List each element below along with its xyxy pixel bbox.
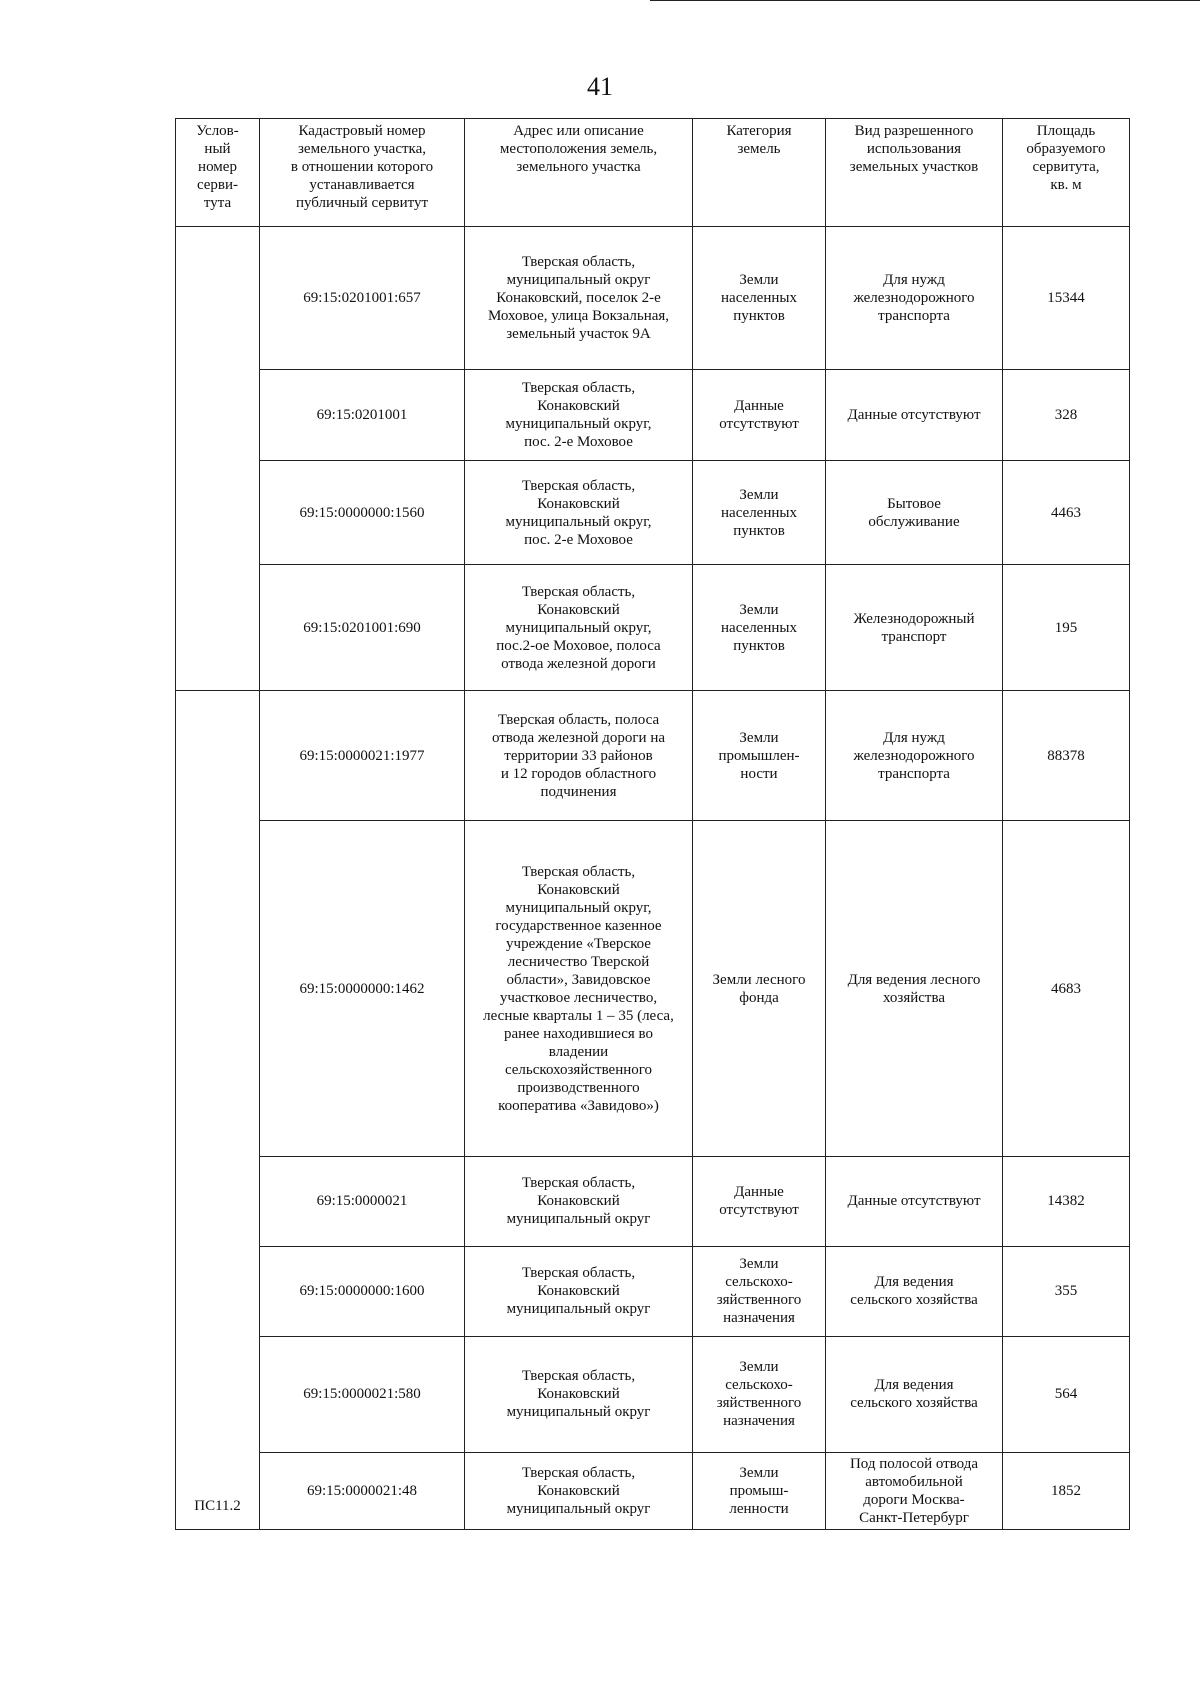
area-cell: 564: [1003, 1336, 1130, 1452]
condition-number-cell: [176, 227, 260, 691]
category-cell: Данные отсутствуют: [693, 1156, 826, 1246]
address-cell: Тверская область, Конаковский муниципальный округ, пос.2-ое Моховое, полоса отвода железной дороги: [465, 565, 693, 691]
table-row: [176, 1156, 1130, 1246]
use-cell: Данные отсутствуют: [826, 370, 1003, 461]
table-row: [176, 821, 1130, 1156]
header-text: Категория земель: [726, 123, 792, 157]
table-row: [176, 1336, 1130, 1452]
cadastral-cell: 69:15:0000000:1600: [260, 1246, 465, 1336]
use-cell: Бытовое обслуживание: [826, 461, 1003, 565]
table-row: [176, 691, 1130, 821]
table-row: [176, 565, 1130, 691]
header-text: Услов- ный номер серви- тута: [196, 123, 239, 211]
top-border-line: [650, 0, 1200, 1]
cadastral-cell: 69:15:0000021:48: [260, 1452, 465, 1529]
area-cell: 355: [1003, 1246, 1130, 1336]
header-address: [465, 119, 693, 227]
area-cell: 328: [1003, 370, 1130, 461]
category-cell: Земли населенных пунктов: [693, 227, 826, 370]
area-cell: 195: [1003, 565, 1130, 691]
category-cell: Данные отсутствуют: [693, 370, 826, 461]
address-cell: Тверская область, Конаковский муниципальный округ: [465, 1156, 693, 1246]
cadastral-cell: 69:15:0201001:657: [260, 227, 465, 370]
area-cell: 88378: [1003, 691, 1130, 821]
category-cell: Земли промышлен- ности: [693, 691, 826, 821]
use-cell: Для нужд железнодорожного транспорта: [826, 227, 1003, 370]
cadastral-cell: 69:15:0000021:580: [260, 1336, 465, 1452]
address-cell: Тверская область, Конаковский муниципальный округ: [465, 1452, 693, 1529]
address-cell: Тверская область, полоса отвода железной дороги на территории 33 районов и 12 городов областного подчинения: [465, 691, 693, 821]
header-text: Площадь образуемого сервитута, кв. м: [1026, 123, 1106, 193]
cadastral-cell: 69:15:0201001: [260, 370, 465, 461]
page-number: 41: [587, 72, 613, 101]
category-cell: Земли населенных пунктов: [693, 461, 826, 565]
category-cell: Земли лесного фонда: [693, 821, 826, 1156]
use-cell: Данные отсутствуют: [826, 1156, 1003, 1246]
condition-number-cell: [176, 691, 260, 1530]
table-row: [176, 1246, 1130, 1336]
area-cell: 14382: [1003, 1156, 1130, 1246]
table-row: [176, 227, 1130, 370]
area-cell: 15344: [1003, 227, 1130, 370]
area-cell: 4683: [1003, 821, 1130, 1156]
cadastral-cell: 69:15:0000000:1462: [260, 821, 465, 1156]
header-text: Вид разрешенного использования земельных участков: [849, 123, 979, 175]
category-cell: Земли промыш- ленности: [693, 1452, 826, 1529]
category-cell: Земли населенных пунктов: [693, 565, 826, 691]
category-cell: Земли сельскохо- зяйственного назначения: [693, 1336, 826, 1452]
header-cadastral-number: [260, 119, 465, 227]
use-cell: Железнодорожный транспорт: [826, 565, 1003, 691]
cadastral-cell: 69:15:0000000:1560: [260, 461, 465, 565]
table-row: [176, 370, 1130, 461]
cadastral-cell: 69:15:0201001:690: [260, 565, 465, 691]
use-cell: Для ведения лесного хозяйства: [826, 821, 1003, 1156]
servitude-table: [175, 118, 1130, 1530]
category-cell: Земли сельскохо- зяйственного назначения: [693, 1246, 826, 1336]
header-permitted-use: [826, 119, 1003, 227]
table-row: [176, 1452, 1130, 1529]
header-text: Кадастровый номер земельного участка, в отношении которого устанавливается публичный сервитут: [290, 123, 434, 211]
use-cell: Под полосой отвода автомобильной дороги Москва- Санкт-Петербург: [826, 1452, 1003, 1529]
address-cell: Тверская область, Конаковский муниципальный округ, пос. 2-е Моховое: [465, 370, 693, 461]
cadastral-cell: 69:15:0000021:1977: [260, 691, 465, 821]
area-cell: 4463: [1003, 461, 1130, 565]
address-cell: Тверская область, Конаковский муниципальный округ: [465, 1246, 693, 1336]
condition-number: ПС11.2: [194, 1498, 241, 1514]
address-cell: Тверская область, Конаковский муниципальный округ: [465, 1336, 693, 1452]
area-cell: 1852: [1003, 1452, 1130, 1529]
address-cell: Тверская область, Конаковский муниципальный округ, государственное казенное учреждение «Тверское лесничество Тверской области», Завидовское участковое лесничество, лесные кварталы 1 – 35 (леса, ранее находившиеся во владении сельскохозяйственного производственного кооператива «Завидово»): [465, 821, 693, 1156]
header-area: [1003, 119, 1130, 227]
cadastral-cell: 69:15:0000021: [260, 1156, 465, 1246]
table-header-row: [176, 119, 1130, 227]
header-land-category: [693, 119, 826, 227]
use-cell: Для ведения сельского хозяйства: [826, 1336, 1003, 1452]
address-cell: Тверская область, муниципальный округ Конаковский, поселок 2-е Моховое, улица Вокзальная, земельный участок 9А: [465, 227, 693, 370]
use-cell: Для нужд железнодорожного транспорта: [826, 691, 1003, 821]
use-cell: Для ведения сельского хозяйства: [826, 1246, 1003, 1336]
address-cell: Тверская область, Конаковский муниципальный округ, пос. 2-е Моховое: [465, 461, 693, 565]
header-condition-number: [176, 119, 260, 227]
table-row: [176, 461, 1130, 565]
header-text: Адрес или описание местоположения земель, земельного участка: [499, 123, 658, 175]
